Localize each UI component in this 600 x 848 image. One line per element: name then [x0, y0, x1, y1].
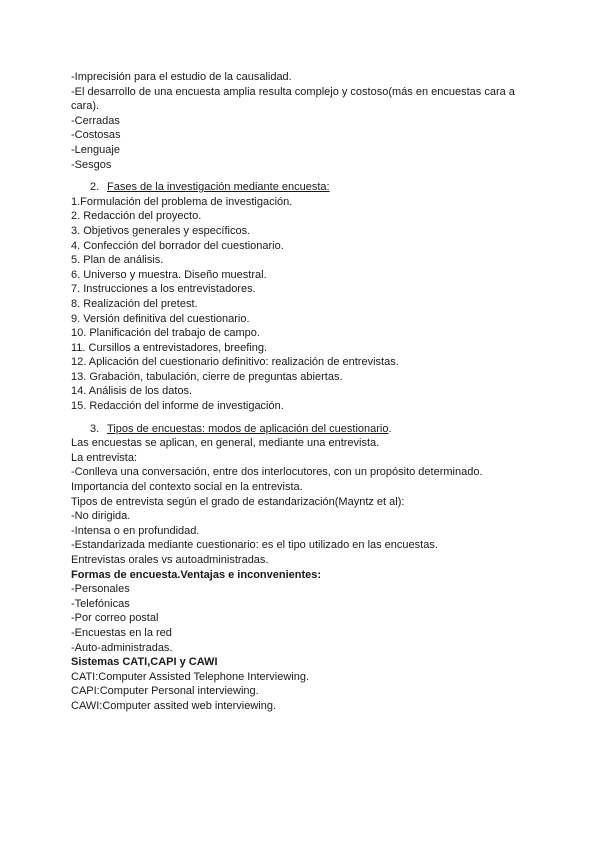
- body-line: Las encuestas se aplican, en general, mediante una entrevista.: [71, 437, 380, 450]
- list-item: 12. Aplicación del cuestionario definitivo: realización de entrevistas.: [71, 356, 399, 369]
- body-line: -No dirigida.: [71, 510, 131, 523]
- list-item: 14. Análisis de los datos.: [71, 385, 193, 398]
- list-item: 3. Objetivos generales y específicos.: [71, 224, 251, 237]
- section-heading: [71, 422, 541, 437]
- section-title: Fases de la investigación mediante encuesta:: [107, 181, 330, 194]
- section-title-suffix: .: [388, 422, 392, 435]
- list-item: CAWI:Computer assited web interviewing.: [71, 699, 277, 712]
- list-item: 15. Redacción del informe de investigación.: [71, 400, 284, 413]
- body-line: Entrevistas orales vs autoadministradas.: [71, 554, 269, 566]
- list-item: 1.Formulación del problema de investigación.: [71, 195, 293, 208]
- body-line: Importancia del contexto social en la entrevista.: [71, 481, 303, 494]
- list-item: -Encuestas en la red: [71, 626, 172, 639]
- body-line: -Intensa o en profundidad.: [71, 524, 200, 537]
- intro-line: -Lenguaje: [71, 143, 120, 156]
- list-item: 4. Confección del borrador del cuestionario.: [71, 239, 284, 252]
- list-item: 2. Redacción del proyecto.: [71, 210, 202, 223]
- section-number: 3.: [90, 422, 100, 435]
- list-item: 11. Cursillos a entrevistadores, breefing.: [71, 341, 268, 354]
- section-number: 2.: [90, 181, 100, 194]
- list-item: 13. Grabación, tabulación, cierre de preguntas abiertas.: [71, 370, 343, 383]
- list-item: CATI:Computer Assisted Telephone Interviewing.: [71, 670, 310, 683]
- formas-heading: Formas de encuesta.Ventajas e inconvenientes:: [71, 568, 322, 581]
- intro-line: -Cerradas: [71, 114, 120, 127]
- list-item: -Personales: [71, 583, 130, 596]
- section-heading: [71, 180, 541, 195]
- list-item: 9. Versión definitiva del cuestionario.: [71, 312, 250, 325]
- body-line: Tipos de entrevista según el grado de estandarización(Mayntz et al):: [71, 495, 405, 508]
- sistemas-heading: Sistemas CATI,CAPI y CAWI: [71, 656, 218, 669]
- list-item: 6. Universo y muestra. Diseño muestral.: [71, 268, 267, 281]
- intro-line: -Imprecisión para el estudio de la causalidad.: [71, 71, 292, 83]
- list-item: -Telefónicas: [71, 597, 130, 610]
- intro-line: -El desarrollo de una encuesta amplia resulta complejo y costoso(más en encuestas cara a cara).: [71, 85, 515, 113]
- body-line: -Estandarizada mediante cuestionario: es el tipo utilizado en las encuestas.: [71, 539, 438, 552]
- list-item: 7. Instrucciones a los entrevistadores.: [71, 283, 256, 296]
- body-line: -Conlleva una conversación, entre dos interlocutores, con un propósito determinado.: [71, 466, 483, 479]
- intro-block: [71, 70, 541, 172]
- list-item: -Por correo postal: [71, 612, 159, 625]
- section-2: [71, 180, 541, 414]
- list-item: 8. Realización del pretest.: [71, 297, 198, 310]
- list-item: CAPI:Computer Personal interviewing.: [71, 685, 259, 698]
- section-3: [71, 422, 541, 714]
- intro-line: -Sesgos: [71, 158, 112, 171]
- document-page: [71, 70, 541, 714]
- section-title: Tipos de encuestas: modos de aplicación del cuestionario: [107, 422, 389, 435]
- list-item: 10. Planificación del trabajo de campo.: [71, 327, 260, 340]
- body-line: La entrevista:: [71, 451, 138, 464]
- intro-line: -Costosas: [71, 129, 121, 142]
- list-item: -Auto-administradas.: [71, 641, 173, 654]
- list-item: 5. Plan de análisis.: [71, 254, 164, 267]
